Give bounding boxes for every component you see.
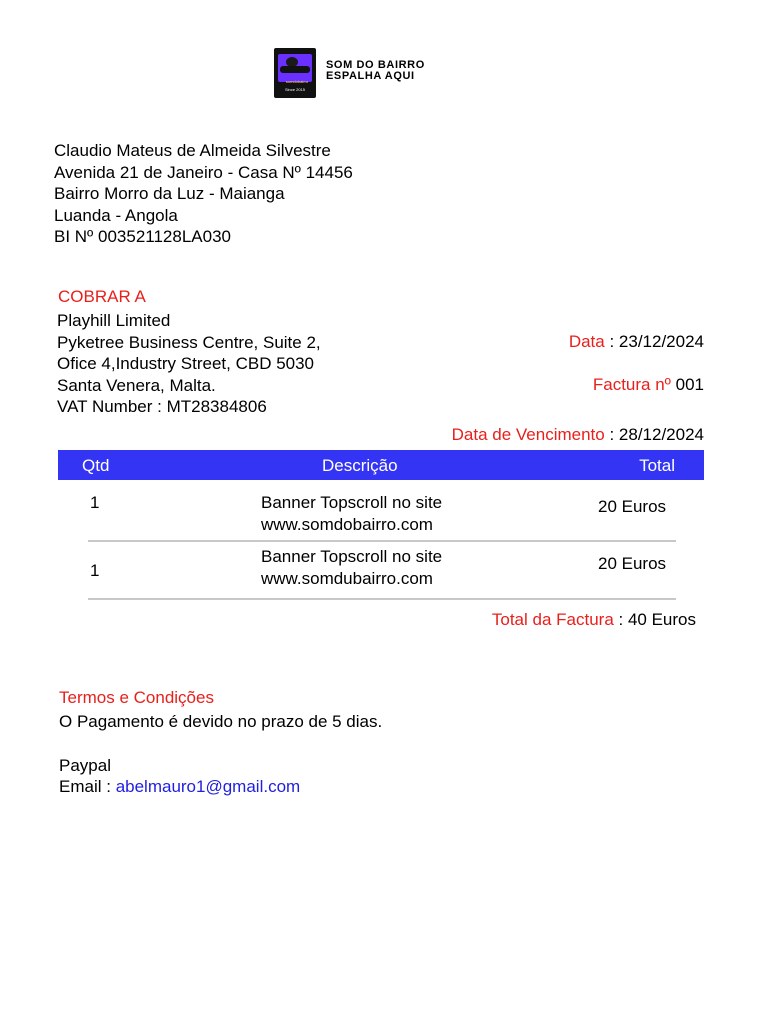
- client-name: Playhill Limited: [57, 311, 171, 330]
- invoice-date: [569, 331, 704, 353]
- sender-district: Bairro Morro da Luz - Maianga: [54, 184, 285, 203]
- bill-to-heading: COBRAR A: [58, 287, 146, 306]
- email-label: Email :: [59, 777, 116, 796]
- invoice-date-label: Data: [568, 332, 605, 351]
- logo-badge: [278, 54, 312, 82]
- logo-since-text: Since 2015: [284, 87, 305, 92]
- invoice-total-value: : 40 Euros: [613, 610, 696, 629]
- invoice-total-label: Total da Factura: [491, 610, 614, 629]
- row-qty: 1: [90, 561, 100, 580]
- row-description: [261, 492, 442, 535]
- row-description-line-2: www.somdobairro.com: [261, 514, 433, 534]
- row-divider: [88, 540, 676, 542]
- logo-badge-text: somdobairro: [285, 79, 309, 84]
- client-street-1: Pyketree Business Centre, Suite 2,: [57, 332, 321, 352]
- brand-line-2: ESPALHA AQUI: [326, 70, 415, 82]
- invoice-due-date: [452, 424, 704, 446]
- invoice-number-value: 001: [670, 375, 704, 394]
- row-description-line-1: Banner Topscroll no site: [261, 547, 443, 566]
- sender-street: Avenida 21 de Janeiro - Casa Nº 14456: [54, 162, 353, 182]
- client-street-2: Ofice 4,Industry Street, CBD 5030: [57, 354, 315, 373]
- company-logo: [274, 48, 316, 98]
- brand-name: [326, 60, 425, 82]
- client-vat: VAT Number : MT28384806: [57, 397, 267, 416]
- items-table-header: [58, 450, 704, 480]
- row-description-line-1: Banner Topscroll no site: [261, 493, 443, 512]
- column-header-description: Descrição: [322, 456, 398, 475]
- row-qty: 1: [90, 493, 100, 512]
- sender-address: [54, 140, 353, 248]
- brand-line-1: SOM DO BAIRRO: [326, 59, 425, 71]
- row-description: [261, 546, 442, 589]
- invoice-total: [492, 609, 696, 631]
- column-header-total: Total: [639, 456, 675, 475]
- terms-heading: Termos e Condições: [59, 688, 214, 707]
- row-divider: [88, 598, 676, 600]
- sender-id: BI Nº 003521128LA030: [54, 227, 231, 246]
- column-header-qty: Qtd: [82, 456, 110, 475]
- email-link[interactable]: abelmauro1@gmail.com: [115, 777, 301, 796]
- terms-text: O Pagamento é devido no prazo de 5 dias.: [59, 712, 383, 731]
- sender-name: Claudio Mateus de Almeida Silvestre: [54, 141, 331, 160]
- invoice-number: [593, 374, 704, 396]
- payment-email: [59, 776, 300, 798]
- invoice-date-value: : 23/12/2024: [604, 332, 704, 351]
- row-total: 20 Euros: [598, 554, 667, 573]
- invoice-due-label: Data de Vencimento: [451, 425, 605, 444]
- payment-method: Paypal: [59, 756, 111, 775]
- bill-to-address: [57, 310, 321, 418]
- sender-city: Luanda - Angola: [54, 205, 178, 225]
- row-description-line-2: www.somdubairro.com: [261, 568, 433, 588]
- client-city: Santa Venera, Malta.: [57, 375, 216, 395]
- row-total: 20 Euros: [598, 497, 667, 516]
- invoice-number-label: Factura nº: [592, 375, 671, 394]
- logo-banner: [280, 66, 310, 84]
- invoice-due-value: : 28/12/2024: [604, 425, 704, 444]
